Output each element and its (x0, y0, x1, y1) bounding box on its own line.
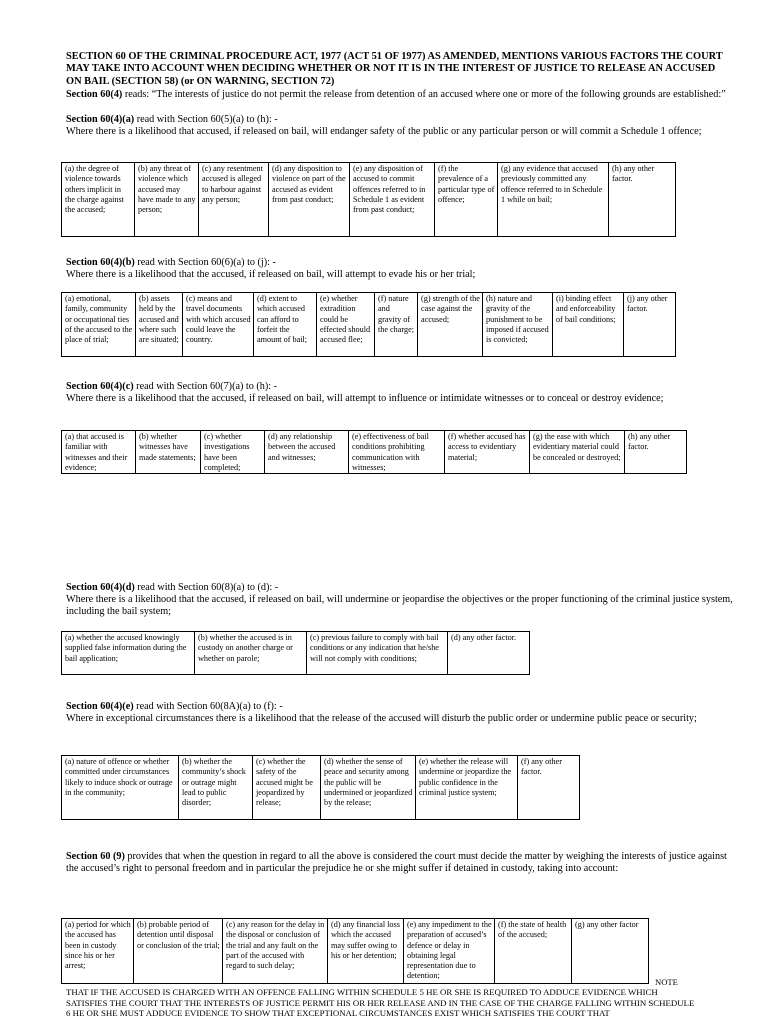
table-cell: (i) binding effect and enforceability of bail conditions; (553, 293, 624, 357)
table-cell: (e) whether extradition could be effected should accused flee; (317, 293, 375, 357)
section-c-label: Section 60(4)(c) (66, 381, 134, 392)
table-row (62, 293, 676, 357)
section-e-heading (66, 701, 734, 725)
section-d-table (61, 631, 530, 675)
section-a-table (61, 162, 676, 237)
table-cell: (f) any other factor. (518, 756, 580, 820)
section-d-ref: read with Section 60(8)(a) to (d): - (134, 582, 279, 593)
table-cell: (d) any disposition to violence on part of the accused as evident from past conduct; (269, 163, 350, 237)
table-cell: (g) strength of the case against the accused; (418, 293, 483, 357)
section-e-label: Section 60(4)(e) (66, 701, 134, 712)
table-cell: (f) whether accused has access to evidentiary material; (445, 431, 530, 474)
section-d-desc: Where there is a likelihood that the accused, if released on bail, will undermine or jeopardise the objectives or the proper functioning of the criminal justice system, including the bail system; (66, 594, 733, 617)
table-cell: (b) assets held by the accused and where such are situated; (136, 293, 183, 357)
page-title: SECTION 60 OF THE CRIMINAL PROCEDURE ACT, 1977 (ACT 51 OF 1977) AS AMENDED, MENTIONS VARIOUS FACTORS THE COURT MAY TAKE INTO ACCOUNT WHEN DECIDING WHETHER OR NOT IT IS IN THE INTEREST OF JUSTICE TO RELEASE AN ACCUSED ON BAIL (SECTION 58) (or ON WARNING, SECTION 72) (66, 51, 723, 87)
section-e-desc: Where in exceptional circumstances there is a likelihood that the release of the accused will disturb the public order or undermine public peace or security; (66, 713, 697, 724)
table-row (62, 919, 649, 984)
table-cell: (f) nature and gravity of the charge; (375, 293, 418, 357)
section-a-label: Section 60(4)(a) (66, 114, 135, 125)
section-9-label: Section 60 (9) (66, 851, 125, 862)
section-a-desc: Where there is a likelihood that accused, if released on bail, will endanger safety of the public or any particular person or will commit a Schedule 1 offence; (66, 126, 702, 137)
table-cell: (c) whether investigations have been completed; (201, 431, 265, 474)
table-cell: (a) period for which the accused has been in custody since his or her arrest; (62, 919, 134, 984)
section-e-ref: read with Section 60(8A)(a) to (f): - (133, 701, 283, 712)
table-cell: (d) whether the sense of peace and security among the public will be undermined or jeopardized by the release; (321, 756, 416, 820)
table-cell: (d) any financial loss which the accused may suffer owing to his or her detention; (328, 919, 404, 984)
section-c-table (61, 430, 687, 474)
table-cell: (a) emotional, family, community or occupational ties of the accused to the place of trial; (62, 293, 136, 357)
section-b-label: Section 60(4)(b) (66, 257, 135, 268)
table-cell: (b) whether the accused is in custody on another charge or whether on parole; (195, 632, 307, 675)
note-text: THAT IF THE ACCUSED IS CHARGED WITH AN OFFENCE FALLING WITHIN SCHEDULE 5 HE OR SHE IS REQUIRED TO ADDUCE EVIDENCE WHICH SATISFIES THE COURT THAT THE INTERESTS OF JUSTICE PERMIT HIS OR HER RELEASE AND IN THE CASE OF THE CHARGE FALLING WITHIN SCHEDULE 6 HE OR SHE MUST ADDUCE EVIDENCE TO SHOW THAT EXCEPTIONAL CIRCUMSTANCES EXIST WHICH SATISFIES THE COURT THAT (66, 987, 695, 1019)
table-row (62, 163, 676, 237)
section-e-table (61, 755, 580, 820)
table-cell: (e) whether the release will undermine or jeopardize the public confidence in the criminal justice system; (416, 756, 518, 820)
section-9-table (61, 918, 649, 984)
table-cell: (a) that accused is familiar with witnesses and their evidence; (62, 431, 136, 474)
section-c-desc: Where there is a likelihood that the accused, if released on bail, will attempt to influence or intimidate witnesses or to conceal or destroy evidence; (66, 393, 664, 404)
table-cell: (g) any evidence that accused previously committed any offence referred to in Schedule 1 while on bail; (498, 163, 609, 237)
intro-text: reads: “The interests of justice do not permit the release from detention of an accused where one or more of the following grounds are established:” (122, 89, 726, 100)
table-cell: (c) any resentment accused is alleged to harbour against any person; (199, 163, 269, 237)
table-cell: (g) the ease with which evidentiary material could be concealed or destroyed; (530, 431, 625, 474)
table-cell: (h) any other factor. (625, 431, 687, 474)
table-row (62, 756, 580, 820)
section-a-heading (66, 114, 734, 138)
table-cell: (a) nature of offence or whether committed under circumstances likely to induce shock or outrage in the community; (62, 756, 179, 820)
table-row (62, 632, 530, 675)
table-cell: (g) any other factor (572, 919, 649, 984)
section-9-text: provides that when the question in regard to all the above is considered the court must decide the matter by weighing the interests of justice against the accused’s right to personal freedom and in particular the prejudice he or she might suffer if detained in custody, taking into account: (66, 851, 727, 874)
section-c-heading (66, 381, 734, 405)
table-cell: (c) whether the safety of the accused might be jeopardized by release; (253, 756, 321, 820)
table-cell: (d) extent to which accused can afford to forfeit the amount of bail; (254, 293, 317, 357)
table-cell: (e) any impediment to the preparation of accused’s defence or delay in obtaining legal representation due to detention; (404, 919, 495, 984)
section-b-desc: Where there is a likelihood that the accused, if released on bail, will attempt to evade his or her trial; (66, 269, 476, 280)
intro-label: Section 60(4) (66, 89, 123, 100)
section-9-paragraph (66, 851, 734, 875)
table-cell: (a) the degree of violence towards others implicit in the charge against the accused; (62, 163, 135, 237)
table-cell: (b) any threat of violence which accused may have made to any person; (135, 163, 199, 237)
section-b-ref: read with Section 60(6)(a) to (j): - (134, 257, 276, 268)
section-d-label: Section 60(4)(d) (66, 582, 135, 593)
table-cell: (j) any other factor. (624, 293, 676, 357)
section-a-ref: read with Section 60(5)(a) to (h): - (134, 114, 278, 125)
table-cell: (b) whether witnesses have made statements; (136, 431, 201, 474)
table-cell: (h) any other factor. (609, 163, 676, 237)
table-cell: (e) effectiveness of bail conditions prohibiting communication with witnesses; (349, 431, 445, 474)
table-cell: (b) probable period of detention until disposal or conclusion of the trial; (134, 919, 223, 984)
table-cell: (h) nature and gravity of the punishment to be imposed if accused is convicted; (483, 293, 553, 357)
table-cell: (c) previous failure to comply with bail conditions or any indication that he/she will not comply with conditions; (307, 632, 448, 675)
table-cell: (a) whether the accused knowingly supplied false information during the bail application; (62, 632, 195, 675)
table-cell: (c) any reason for the delay in the disposal or conclusion of the trial and any fault on the part of the accused with regard to such delay; (223, 919, 328, 984)
table-row (62, 431, 687, 474)
intro-paragraph (66, 89, 734, 101)
table-cell: (d) any other factor. (448, 632, 530, 675)
table-cell: (f) the state of health of the accused; (495, 919, 572, 984)
section-b-heading (66, 257, 734, 281)
table-cell: (c) means and travel documents with which accused could leave the country. (183, 293, 254, 357)
table-cell: (b) whether the community’s shock or outrage might lead to public disorder; (179, 756, 253, 820)
table-cell: (e) any disposition of accused to commit offences referred to in Schedule 1 as evident from past conduct; (350, 163, 435, 237)
section-b-table (61, 292, 676, 357)
note-label: NOTE (655, 977, 678, 987)
section-c-ref: read with Section 60(7)(a) to (h): - (133, 381, 278, 392)
table-cell: (d) any relationship between the accused and witnesses; (265, 431, 349, 474)
table-cell: (f) the prevalence of a particular type of offence; (435, 163, 498, 237)
section-d-heading (66, 582, 734, 618)
